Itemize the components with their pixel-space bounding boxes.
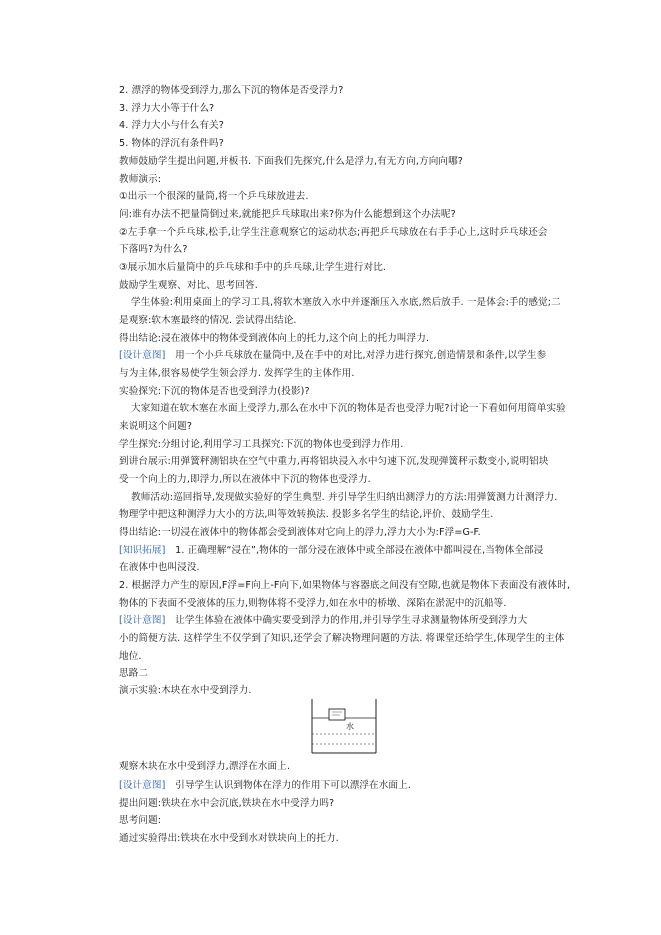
text-line: 让学生体验在液体中确实要受到浮力的作用,并引导学生寻求测量物体所受到浮力大: [165, 615, 528, 626]
design-intent-line: [119, 349, 559, 362]
text-line: 演示实验:木块在水中受到浮力.: [119, 685, 252, 696]
text-line: 物理学中把这种测浮力大小的方法,叫等效转换法. 投影多名学生的结论,评价、鼓励学生.: [119, 509, 494, 520]
text-line: 学生探究:分组讨论,利用学习工具探究:下沉的物体也受到浮力作用.: [119, 439, 404, 450]
design-intent-line: [119, 614, 559, 627]
text-line: 鼓励学生观察、对比、思考回答.: [119, 280, 258, 291]
text-line: ③展示加水后量筒中的乒乓球和手中的乒乓球,让学生进行对比.: [119, 262, 387, 273]
text-line: 实验探究:下沉的物体是否也受到浮力(投影)?: [119, 386, 310, 397]
beaker-with-wooden-block-figure: [300, 697, 390, 757]
design-intent-line: [119, 779, 559, 792]
text-line: 到讲台展示:用弹簧秤测铝块在空气中重力,再将铝块浸入水中匀速下沉,发现弹簧秤示数变小,说明铝块: [119, 456, 549, 467]
text-line: 问:谁有办法不把量筒倒过来,就能把乒乓球取出来?你为什么能想到这个办法呢?: [119, 209, 456, 220]
text-line: 受一个向上的力,即浮力,所以在液体中下沉的物体也受浮力.: [119, 474, 371, 485]
text-line: 在液体中也叫浸没.: [119, 562, 200, 573]
text-line: 5. 物体的浮沉有条件吗?: [119, 138, 224, 149]
text-line: ②左手拿一个乒乓球,松手,让学生注意观察它的运动状态;再把乒乓球放在右手手心上,这时乒乓球还会: [119, 227, 548, 238]
text-line: 思考问题:: [119, 815, 162, 826]
text-line: 3. 浮力大小等于什么?: [119, 103, 215, 114]
text-line: 2. 漂浮的物体受到浮力,那么下沉的物体是否受浮力?: [119, 85, 344, 96]
text-line: 2. 根据浮力产生的原因,F浮=F向上-F向下,如果物体与容器底之间没有空隙,也就是物体下表面没有液体时,: [119, 580, 571, 591]
knowledge-extension-tag: [知识拓展]: [119, 545, 166, 556]
text-line: 观察木块在水中受到浮力,漂浮在水面上.: [119, 761, 291, 772]
text-line: 得出结论:浸在液体中的物体受到液体向上的托力,这个向上的托力叫浮力.: [119, 333, 430, 344]
text-line: 4. 浮力大小与什么有关?: [119, 120, 224, 131]
text-line: 是观察:软木塞最终的情况. 尝试得出结论.: [119, 315, 297, 326]
text-line: 来说明这个问题?: [119, 421, 193, 432]
text-line: 教师演示:: [119, 174, 162, 185]
text-line: 得出结论:一切浸在液体中的物体都会受到液体对它向上的浮力,浮力大小为:F浮=G-F.: [119, 527, 481, 538]
text-line: 教师活动:巡回指导,发现做实验好的学生典型. 并引导学生归纳出测浮力的方法:用弹簧测力计测浮力.: [131, 492, 558, 503]
text-line: 1. 正确理解“浸在”,物体的一部分浸在液体中或全部浸在液体中都叫浸在,当物体全部浸: [165, 545, 544, 556]
text-line: ①出示一个很深的量筒,将一个乒乓球放进去.: [119, 191, 309, 202]
text-line: 用一个小乒乓球放在量筒中,及在手中的对比,对浮力进行探究,创造情景和条件,以学生参: [165, 350, 547, 361]
wooden-block: [329, 709, 345, 720]
design-intent-tag: [设计意图]: [119, 780, 166, 791]
text-line: 下落吗?为什么?: [119, 244, 188, 255]
text-line: 物体的下表面不受液体的压力,则物体将不受浮力,如在水中的桥墩、深陷在淤泥中的沉船等.: [119, 598, 507, 609]
text-line: 小的简便方法. 这样学生不仅学到了知识,还学会了解决物理问题的方法. 将课堂还给学生,体现学生的主体: [119, 633, 565, 644]
text-line: 引导学生认识到物体在浮力的作用下可以漂浮在水面上.: [165, 780, 411, 791]
text-line: 提出问题:铁块在水中会沉底,铁块在水中受浮力吗?: [119, 798, 335, 809]
text-line: 教师鼓励学生提出问题,并板书. 下面我们先探究,什么是浮力,有无方向,方向向哪?: [119, 156, 463, 167]
design-intent-tag: [设计意图]: [119, 350, 166, 361]
text-line: 与为主体,很容易使学生领会浮力. 发挥学生的主体作用.: [119, 368, 355, 379]
text-line: 通过实验得出:铁块在水中受到水对铁块向上的托力.: [119, 833, 339, 844]
section-heading: 思路二: [119, 668, 149, 679]
text-line: 大家知道在软木塞在水面上受浮力,那么在水中下沉的物体是否也受浮力呢?讨论一下看如何用简单实验: [131, 403, 566, 414]
design-intent-tag: [设计意图]: [119, 615, 166, 626]
text-line: 学生体验:利用桌面上的学习工具,将软木塞放入水中并逐渐压入水底,然后放手. 一是体会:手的感觉;二: [131, 297, 561, 308]
water-label: 水: [346, 722, 354, 731]
knowledge-extension-line: [119, 544, 559, 557]
text-line: 地位.: [119, 651, 142, 662]
